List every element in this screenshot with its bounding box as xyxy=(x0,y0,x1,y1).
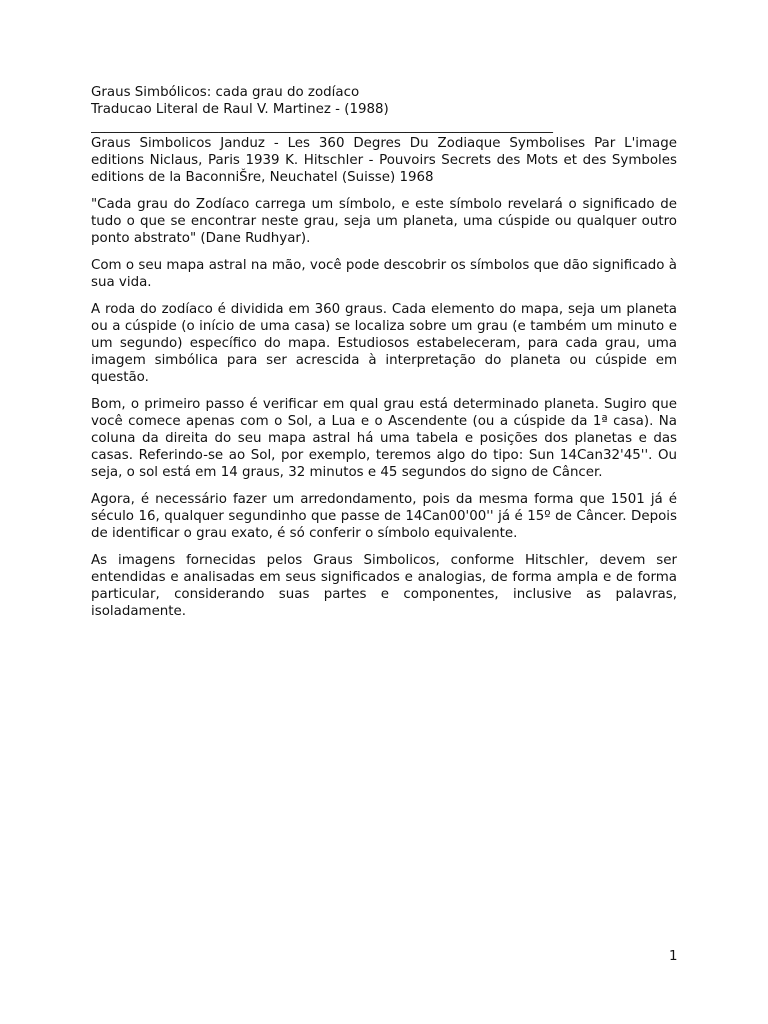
source-credit: Graus Simbolicos Janduz - Les 360 Degres Du Zodiaque Symbolises Par L'image editions Niclaus, Paris 1939 K. Hitschler - Pouvoirs Secrets des Mots et des Symboles editions de la BaconniŠre, Neuchatel (Suisse) 1968 xyxy=(91,136,677,185)
paragraph-rounding: Agora, é necessário fazer um arredondamento, pois da mesma forma que 1501 já é século 16, qualquer segundinho que passe de 14Can00'00'' já é 15º de Câncer. Depois de identificar o grau exato, é só conferir o símbolo equivalente. xyxy=(91,492,677,541)
paragraph-first-step: Bom, o primeiro passo é verificar em qual grau está determinado planeta. Sugiro que você comece apenas com o Sol, a Lua e o Ascendente (ou a cúspide da 1ª casa). Na coluna da direita do seu mapa astral há uma tabela e posições dos planetas e das casas. Referindo-se ao Sol, por exemplo, teremos algo do tipo: Sun 14Can32'45''. Ou seja, o sol está em 14 graus, 32 minutos e 45 segundos do signo de Câncer. xyxy=(91,397,677,480)
paragraph-quote: "Cada grau do Zodíaco carrega um símbolo, e este símbolo revelará o significado de tudo o que se encontrar neste grau, seja um planeta, uma cúspide ou qualquer outro ponto abstrato" (Dane Rudhyar). xyxy=(91,197,677,246)
paragraph-images: As imagens fornecidas pelos Graus Simbolicos, conforme Hitschler, devem ser entendidas e analisadas em seus significados e analogias, de forma ampla e de forma particular, considerando suas partes e componentes, inclusive as palavras, isoladamente. xyxy=(91,553,677,619)
document-title: Graus Simbólicos: cada grau do zodíaco xyxy=(91,85,360,100)
page-number: 1 xyxy=(669,949,678,964)
separator-line: _____________________________________________________________________ xyxy=(91,119,553,134)
paragraph-zodiac-wheel: A roda do zodíaco é dividida em 360 graus. Cada elemento do mapa, seja um planeta ou a cúspide (o início de uma casa) se localiza sobre um grau (e também um minuto e um segundo) específico do mapa. Estudiosos estabeleceram, para cada grau, uma imagem simbólica para ser acrescida à interpretação do planeta ou cúspide em questão. xyxy=(91,302,677,385)
document-page xyxy=(91,84,677,630)
paragraph-intro: Com o seu mapa astral na mão, você pode descobrir os símbolos que dão significado à sua vida. xyxy=(91,258,677,290)
translator-line: Traducao Literal de Raul V. Martinez - (1988) xyxy=(91,102,389,117)
